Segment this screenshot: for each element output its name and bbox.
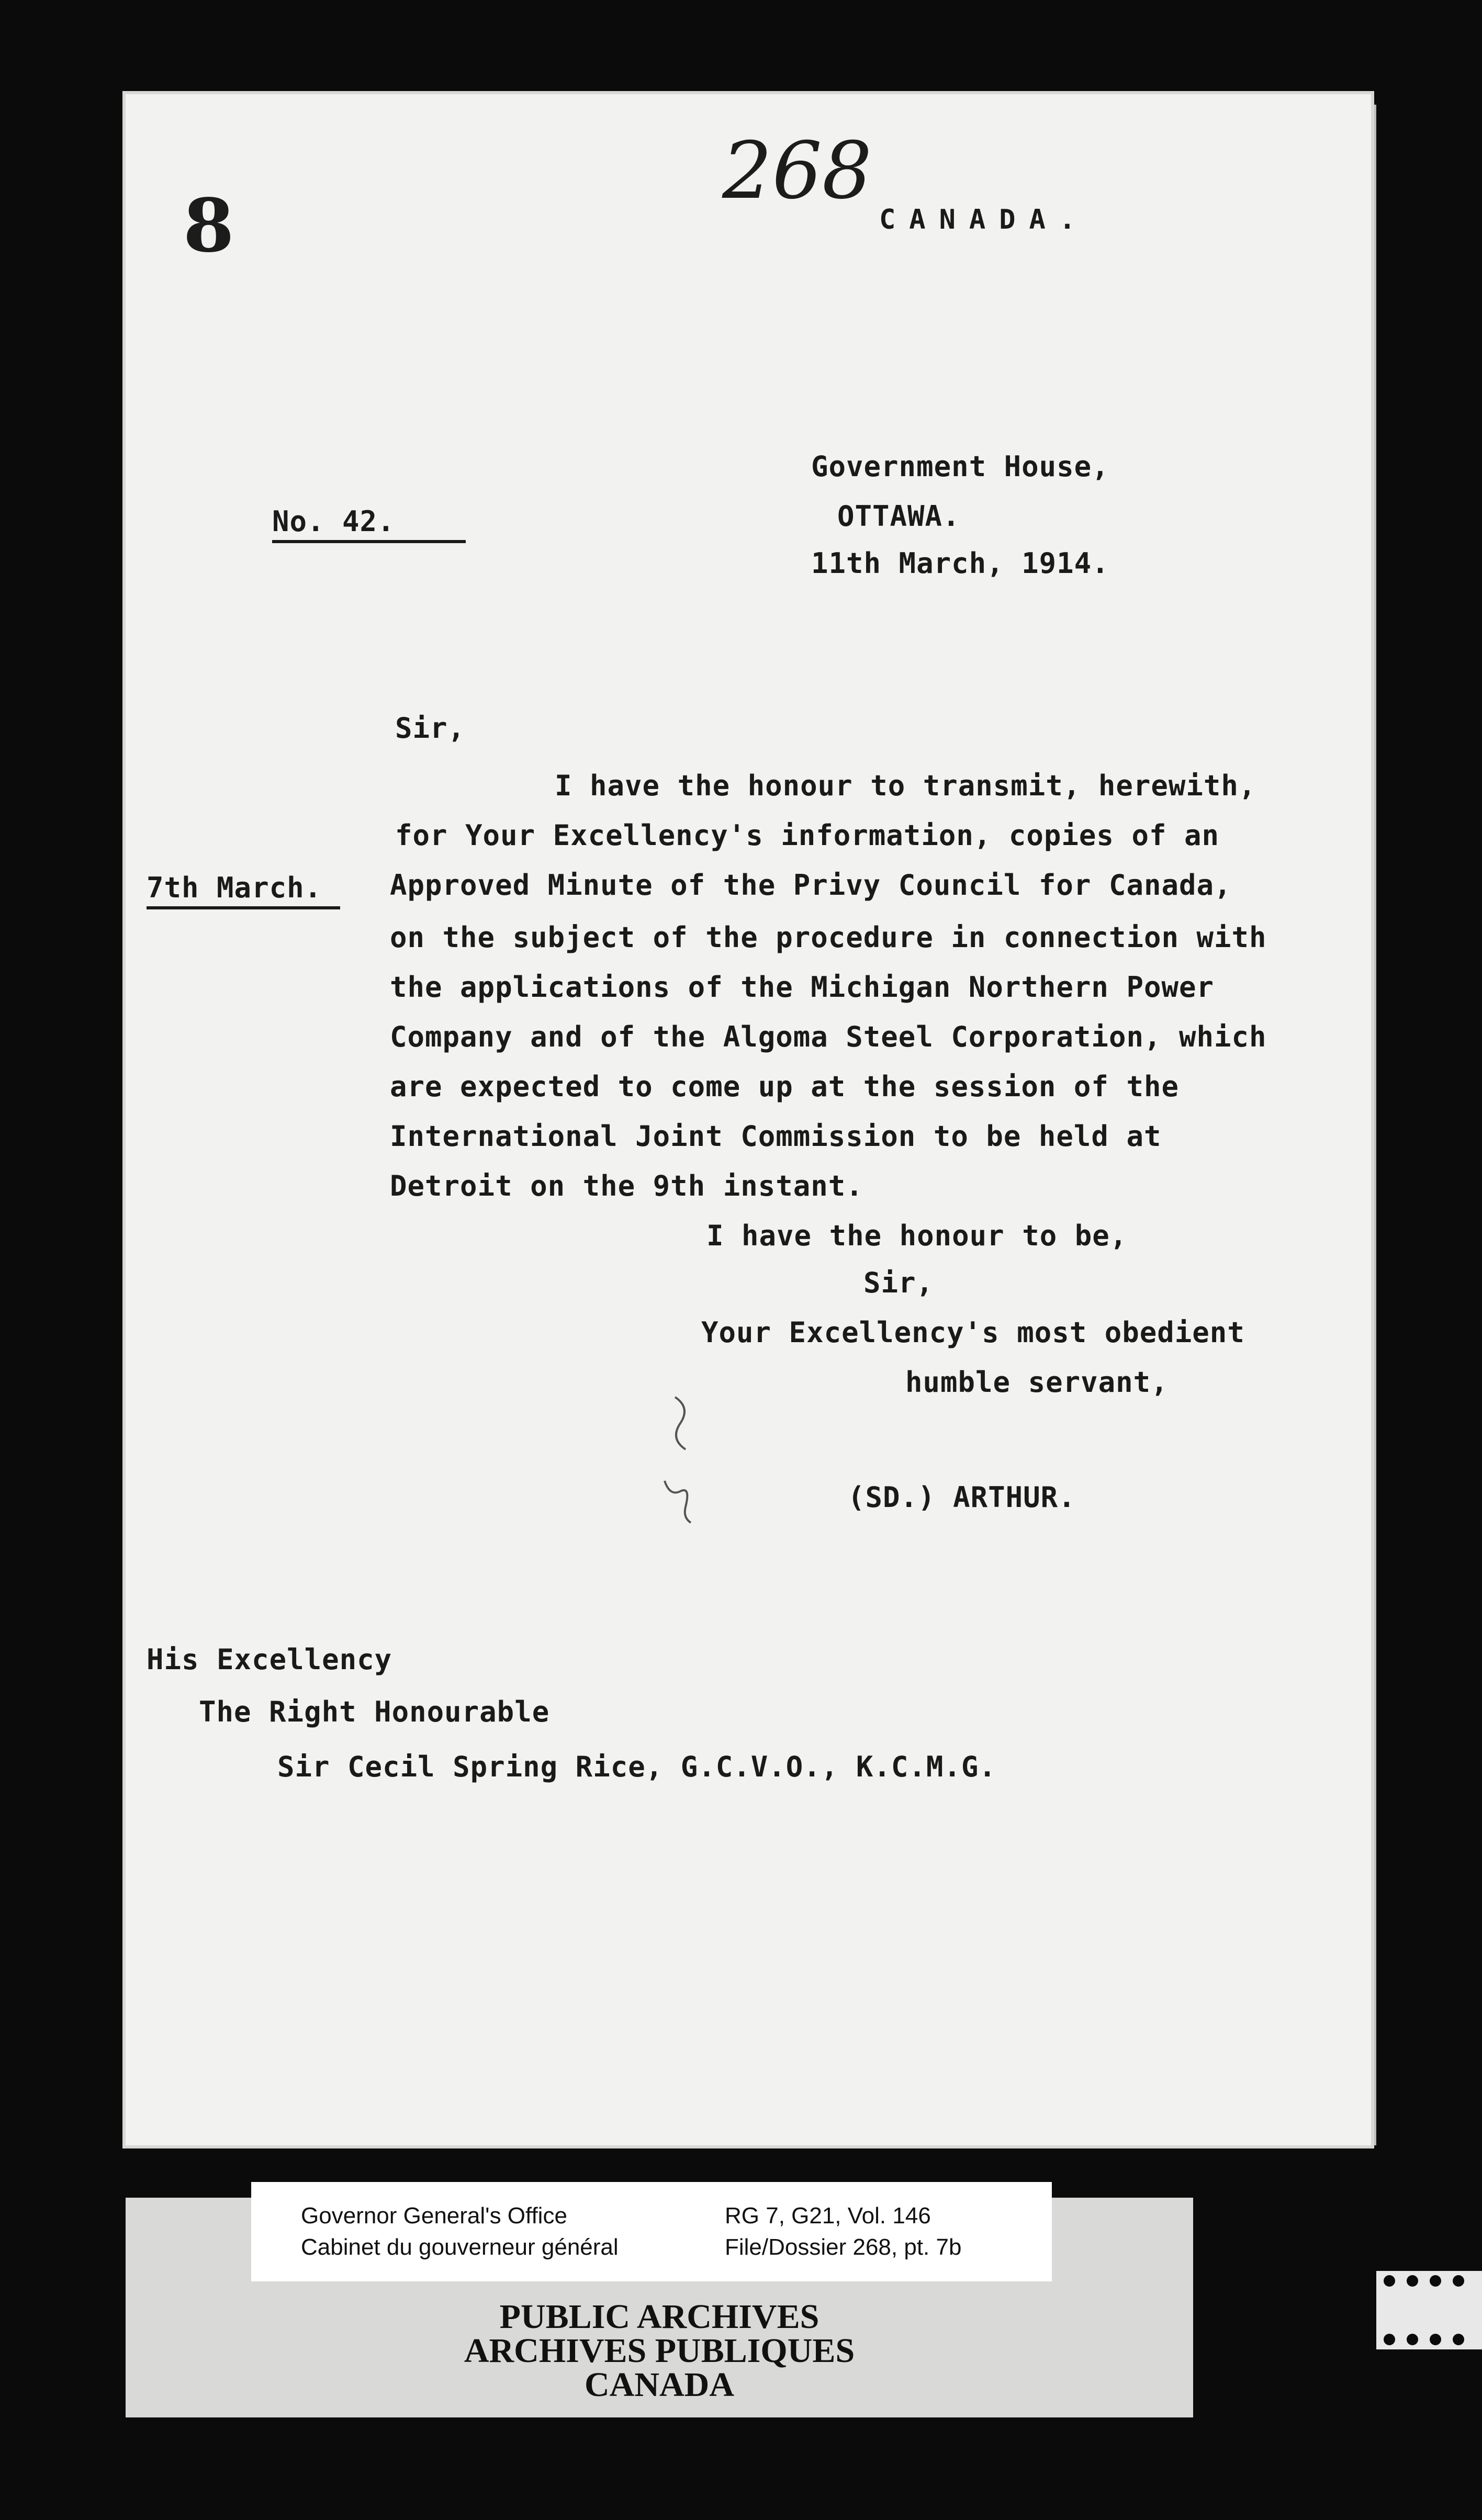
archive-title-fr: ARCHIVES PUBLIQUES bbox=[464, 2332, 855, 2370]
recipient-line-3: Sir Cecil Spring Rice, G.C.V.O., K.C.M.G. bbox=[277, 1750, 996, 1783]
office-name-en: Governor General's Office bbox=[301, 2203, 567, 2229]
body-line: for Your Excellency's information, copies of an bbox=[395, 819, 1220, 852]
margin-note-date: 7th March. bbox=[147, 871, 340, 909]
recipient-line-2: The Right Honourable bbox=[199, 1695, 550, 1728]
folio-mark: 8 bbox=[183, 183, 234, 269]
closing-line-3: Your Excellency's most obedient bbox=[701, 1316, 1245, 1349]
archive-reference-label bbox=[251, 2182, 1052, 2281]
perforation bbox=[1407, 2275, 1418, 2287]
body-line: on the subject of the procedure in connection with bbox=[390, 921, 1267, 954]
pencil-scribble-mark bbox=[654, 1392, 717, 1528]
closing-line-2: Sir, bbox=[863, 1266, 934, 1299]
perforation bbox=[1430, 2275, 1441, 2287]
file-reference: File/Dossier 268, pt. 7b bbox=[725, 2234, 962, 2260]
address-line-2: OTTAWA. bbox=[837, 500, 960, 533]
country-heading: CANADA. bbox=[879, 204, 1090, 235]
perforation bbox=[1453, 2334, 1464, 2345]
archive-title-country: CANADA bbox=[585, 2366, 734, 2404]
body-line: the applications of the Michigan Northern Power bbox=[390, 971, 1215, 1004]
archive-title-en: PUBLIC ARCHIVES bbox=[499, 2298, 819, 2336]
record-group-reference: RG 7, G21, Vol. 146 bbox=[725, 2203, 931, 2229]
salutation: Sir, bbox=[395, 712, 466, 745]
body-line: Approved Minute of the Privy Council for Canada, bbox=[390, 869, 1232, 902]
handwritten-page-number: 268 bbox=[722, 126, 872, 217]
document-page bbox=[126, 94, 1371, 2145]
dispatch-number: No. 42. bbox=[272, 505, 466, 543]
body-line: Detroit on the 9th instant. bbox=[390, 1169, 863, 1202]
body-line: I have the honour to transmit, herewith, bbox=[555, 769, 1256, 802]
address-date: 11th March, 1914. bbox=[811, 547, 1109, 580]
recipient-line-1: His Excellency bbox=[147, 1643, 392, 1676]
perforation bbox=[1407, 2334, 1418, 2345]
perforation bbox=[1384, 2334, 1395, 2345]
closing-line-4: humble servant, bbox=[905, 1366, 1169, 1399]
frame-counter-strip bbox=[1376, 2271, 1482, 2349]
perforation bbox=[1384, 2275, 1395, 2287]
perforation bbox=[1430, 2334, 1441, 2345]
perforation bbox=[1453, 2275, 1464, 2287]
body-line: Company and of the Algoma Steel Corporation, which bbox=[390, 1020, 1267, 1053]
closing-line-1: I have the honour to be, bbox=[706, 1219, 1128, 1252]
address-line-1: Government House, bbox=[811, 450, 1109, 483]
signature-line: (SD.) ARTHUR. bbox=[848, 1481, 1076, 1514]
office-name-fr: Cabinet du gouverneur général bbox=[301, 2234, 619, 2260]
body-line: are expected to come up at the session of the bbox=[390, 1070, 1179, 1103]
body-line: International Joint Commission to be held at bbox=[390, 1120, 1162, 1153]
